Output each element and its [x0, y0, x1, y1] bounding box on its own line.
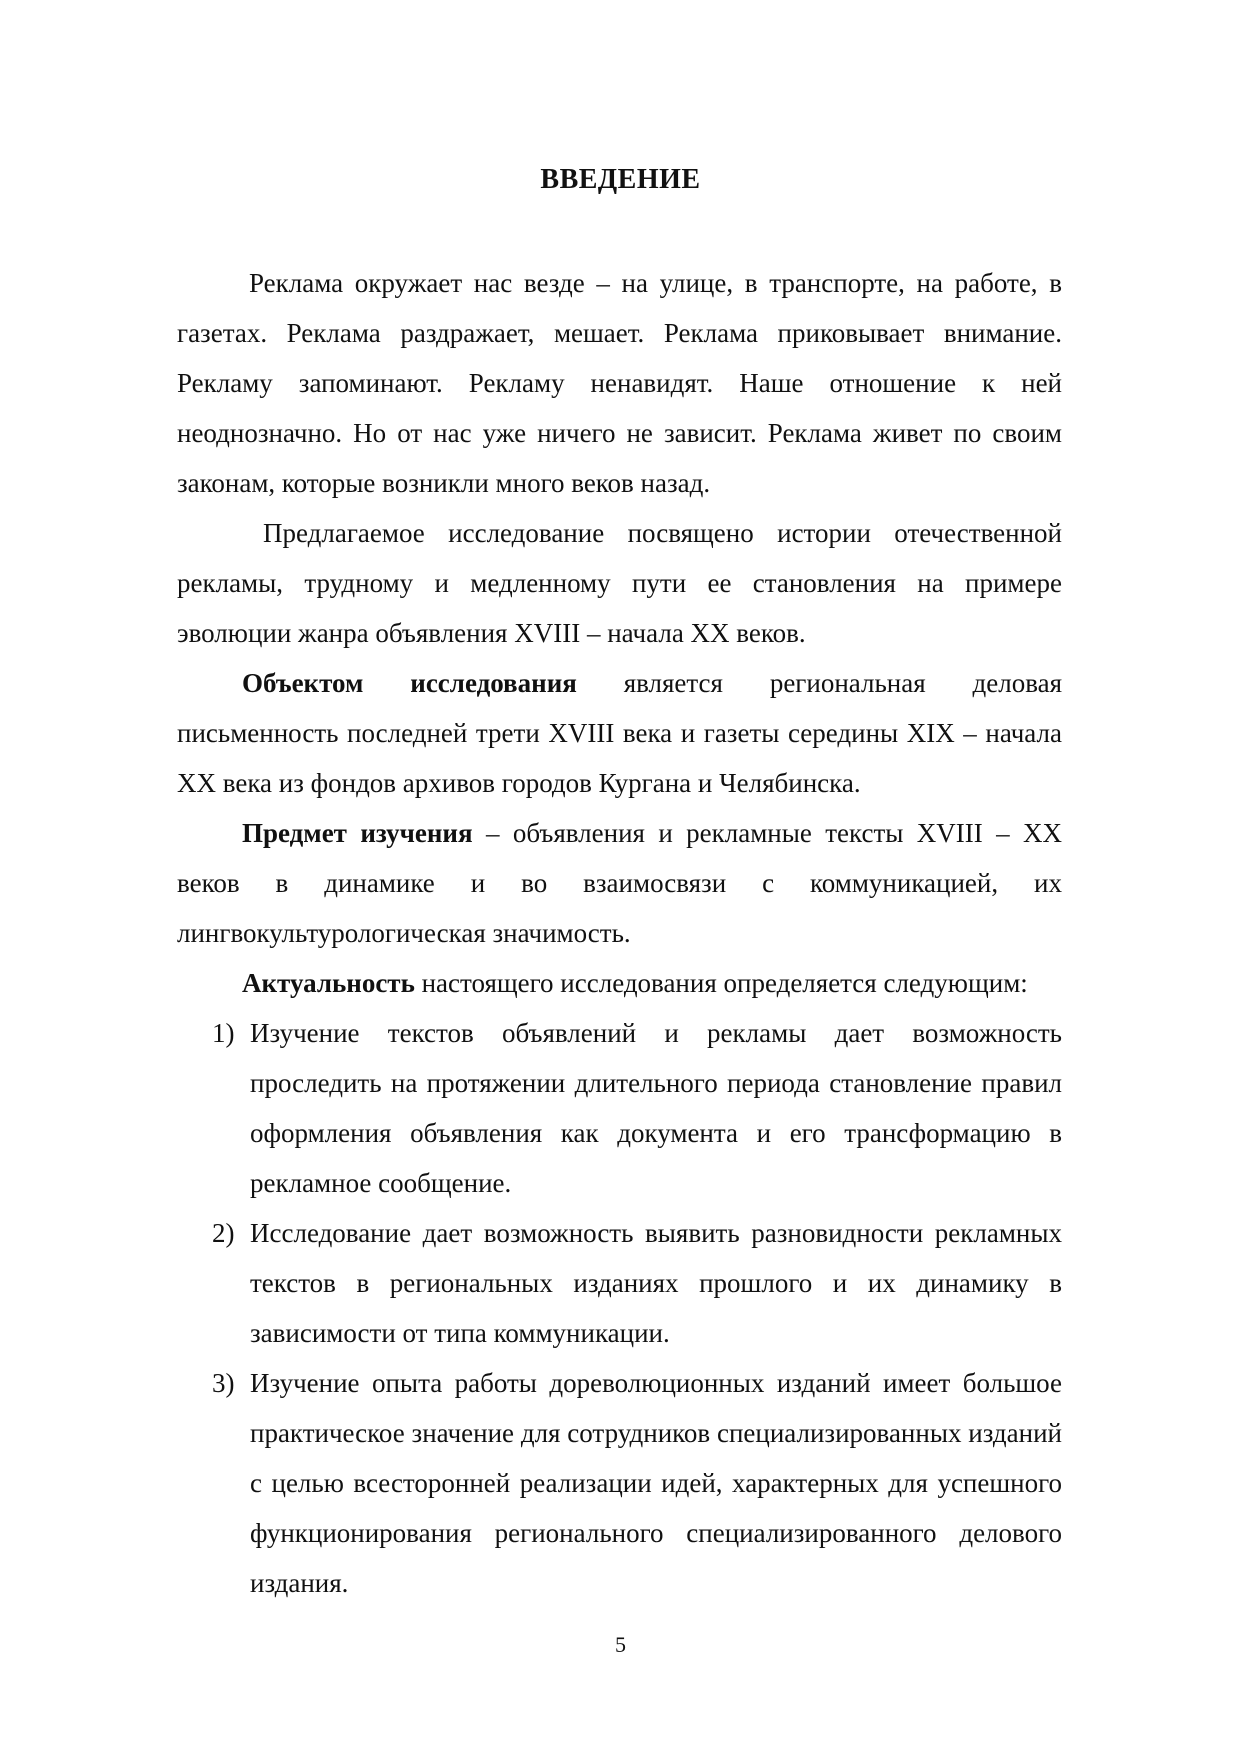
list-item-number: 2)	[212, 1218, 235, 1248]
list-item	[212, 1008, 1062, 1208]
relevance-text: настоящего исследования определяется следующим:	[414, 968, 1028, 998]
document-body	[177, 258, 1062, 1608]
research-object-text: является региональная деловая письменность последней трети XVIII века и газеты середины XIX – начала XX века из фондов архивов городов Кургана и Челябинска.	[177, 668, 1062, 798]
list-item-number: 1)	[212, 1018, 235, 1048]
page-title: ВВЕДЕНИЕ	[540, 164, 701, 195]
paragraph-research-object	[177, 658, 1062, 808]
paragraph-research-subject	[177, 808, 1062, 958]
list-item-text: Изучение текстов объявлений и рекламы дает возможность проследить на протяжении длительного периода становление правил оформления объявления как документа и его трансформацию в рекламное сообщение.	[250, 1018, 1062, 1198]
relevance-list	[177, 1008, 1062, 1608]
list-item	[212, 1358, 1062, 1608]
relevance-label: Актуальность	[242, 968, 415, 998]
list-item-number: 3)	[212, 1368, 235, 1398]
paragraph-relevance	[177, 958, 1062, 1008]
research-subject-label: Предмет изучения	[242, 818, 473, 848]
paragraph-intro: Реклама окружает нас везде – на улице, в транспорте, на работе, в газетах. Реклама раздражает, мешает. Реклама приковывает внимание. Рекламу запоминают. Рекламу ненавидят. Наше отношение к ней неоднозначно. Но от нас уже ничего не зависит. Реклама живет по своим законам, которые возникли много веков назад.	[177, 268, 1062, 498]
list-item	[212, 1208, 1062, 1358]
list-item-text: Изучение опыта работы дореволюционных изданий имеет большое практическое значение для сотрудников специализированных изданий с целью всесторонней реализации идей, характерных для успешного функционирования регионального специализированного делового издания.	[250, 1368, 1062, 1598]
research-subject-text: – объявления и рекламные тексты XVIII – XX веков в динамике и во взаимосвязи с коммуникацией, их лингвокультурологическая значимость.	[177, 818, 1062, 948]
list-item-text: Исследование дает возможность выявить разновидности рекламных текстов в региональных изданиях прошлого и их динамику в зависимости от типа коммуникации.	[250, 1218, 1062, 1348]
page-number: 5	[615, 1632, 626, 1657]
paragraph-study-purpose: Предлагаемое исследование посвящено истории отечественной рекламы, трудному и медленному пути ее становления на примере эволюции жанра объявления XVIII – начала XX веков.	[177, 518, 1062, 648]
research-object-label: Объектом исследования	[242, 668, 577, 698]
